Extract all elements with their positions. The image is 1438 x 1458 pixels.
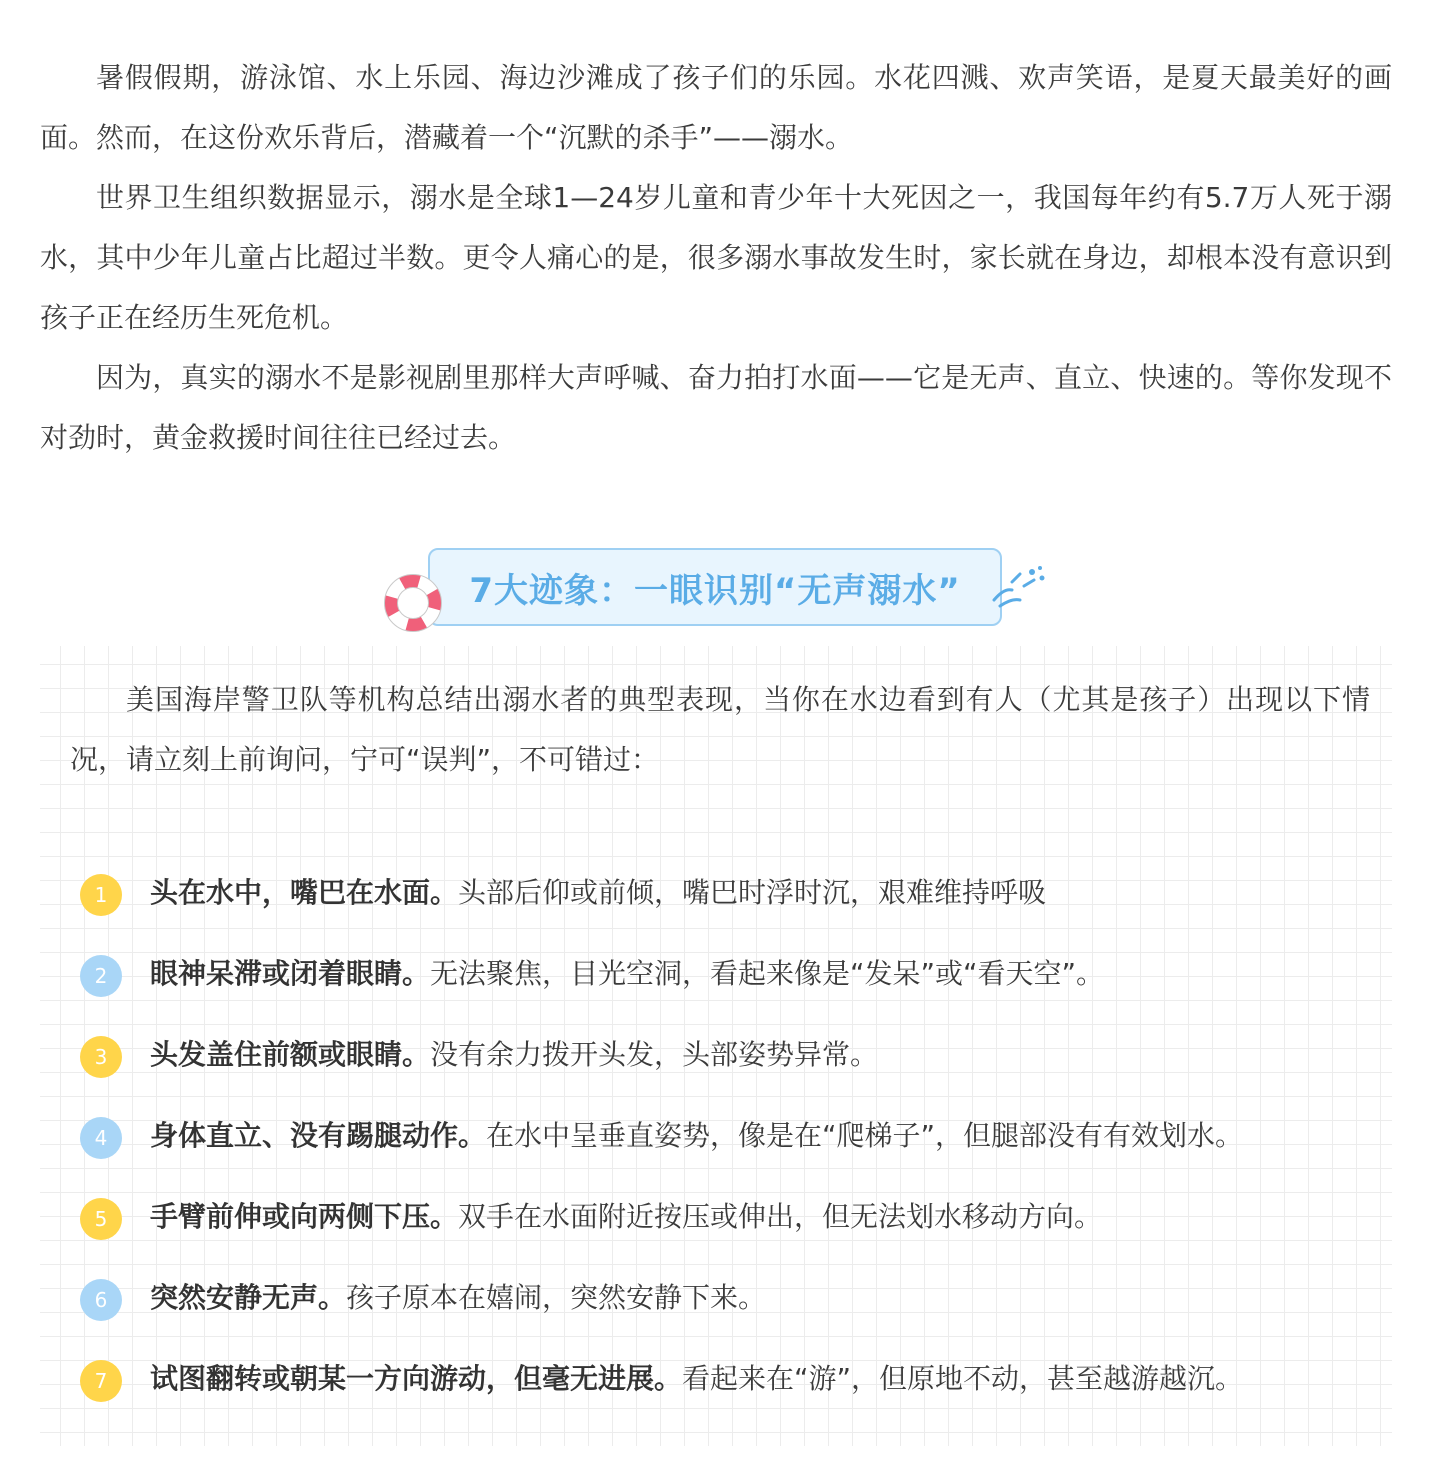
signs-list <box>80 852 1380 1419</box>
intro-section <box>40 48 1392 468</box>
sign-text <box>150 873 1046 913</box>
sign-text <box>150 1197 1102 1237</box>
water-splash-icon <box>990 564 1050 608</box>
number-badge: 7 <box>80 1360 122 1402</box>
sign-text <box>150 1035 878 1075</box>
number-badge: 2 <box>80 955 122 997</box>
sign-item-7 <box>80 1338 1380 1419</box>
sign-description: 在水中呈垂直姿势，像是在“爬梯子”，但腿部没有有效划水。 <box>486 1118 1244 1152</box>
section-title: 7大迹象：一眼识别“无声溺水” <box>469 570 961 611</box>
sign-item-3 <box>80 1014 1380 1095</box>
signs-intro <box>70 670 1370 790</box>
sign-title: 突然安静无声。 <box>150 1280 347 1314</box>
sign-item-4 <box>80 1095 1380 1176</box>
sign-title: 眼神呆滞或闭着眼睛。 <box>150 956 431 990</box>
sign-text <box>150 1278 766 1318</box>
signs-panel <box>40 646 1392 1446</box>
number-badge: 6 <box>80 1279 122 1321</box>
sign-description: 孩子原本在嬉闹，突然安静下来。 <box>346 1280 767 1314</box>
number-badge: 4 <box>80 1117 122 1159</box>
sign-title: 试图翻转或朝某一方向游动，但毫无进展。 <box>150 1361 683 1395</box>
sign-text <box>150 1359 1243 1399</box>
number-badge: 5 <box>80 1198 122 1240</box>
sign-item-5 <box>80 1176 1380 1257</box>
sign-item-2 <box>80 933 1380 1014</box>
intro-paragraph-2: 世界卫生组织数据显示，溺水是全球1—24岁儿童和青少年十大死因之一，我国每年约有5.7万人死于溺水，其中少年儿童占比超过半数。更令人痛心的是，很多溺水事故发生时，家长就在身边，却根本没有意识到孩子正在经历生死危机。 <box>40 181 1392 334</box>
number-badge: 3 <box>80 1036 122 1078</box>
sign-title: 身体直立、没有踢腿动作。 <box>150 1118 487 1152</box>
sign-title: 手臂前伸或向两侧下压。 <box>150 1199 459 1233</box>
intro-paragraph-3: 因为，真实的溺水不是影视剧里那样大声呼喊、奋力拍打水面——它是无声、直立、快速的。等你发现不对劲时，黄金救援时间往往已经过去。 <box>40 361 1392 454</box>
sign-title: 头发盖住前额或眼睛。 <box>150 1037 431 1071</box>
signs-intro-paragraph: 美国海岸警卫队等机构总结出溺水者的典型表现，当你在水边看到有人（尤其是孩子）出现以下情况，请立刻上前询问，宁可“误判”，不可错过： <box>70 683 1370 776</box>
sign-item-6 <box>80 1257 1380 1338</box>
sign-description: 头部后仰或前倾，嘴巴时浮时沉，艰难维持呼吸 <box>458 875 1047 909</box>
sign-description: 没有余力拨开头发，头部姿势异常。 <box>430 1037 879 1071</box>
section-heading-box <box>428 548 1002 626</box>
sign-text <box>150 1116 1243 1156</box>
sign-title: 头在水中，嘴巴在水面。 <box>150 875 459 909</box>
sign-text <box>150 954 1104 994</box>
sign-item-1 <box>80 852 1380 933</box>
number-badge: 1 <box>80 874 122 916</box>
intro-paragraph-1: 暑假假期，游泳馆、水上乐园、海边沙滩成了孩子们的乐园。水花四溅、欢声笑语，是夏天最美好的画面。然而，在这份欢乐背后，潜藏着一个“沉默的杀手”——溺水。 <box>40 61 1392 154</box>
sign-description: 双手在水面附近按压或伸出，但无法划水移动方向。 <box>458 1199 1103 1233</box>
section-heading <box>384 548 1064 632</box>
sign-description: 看起来在“游”，但原地不动，甚至越游越沉。 <box>682 1361 1244 1395</box>
sign-description: 无法聚焦，目光空洞，看起来像是“发呆”或“看天空”。 <box>430 956 1105 990</box>
life-ring-icon <box>384 574 442 632</box>
